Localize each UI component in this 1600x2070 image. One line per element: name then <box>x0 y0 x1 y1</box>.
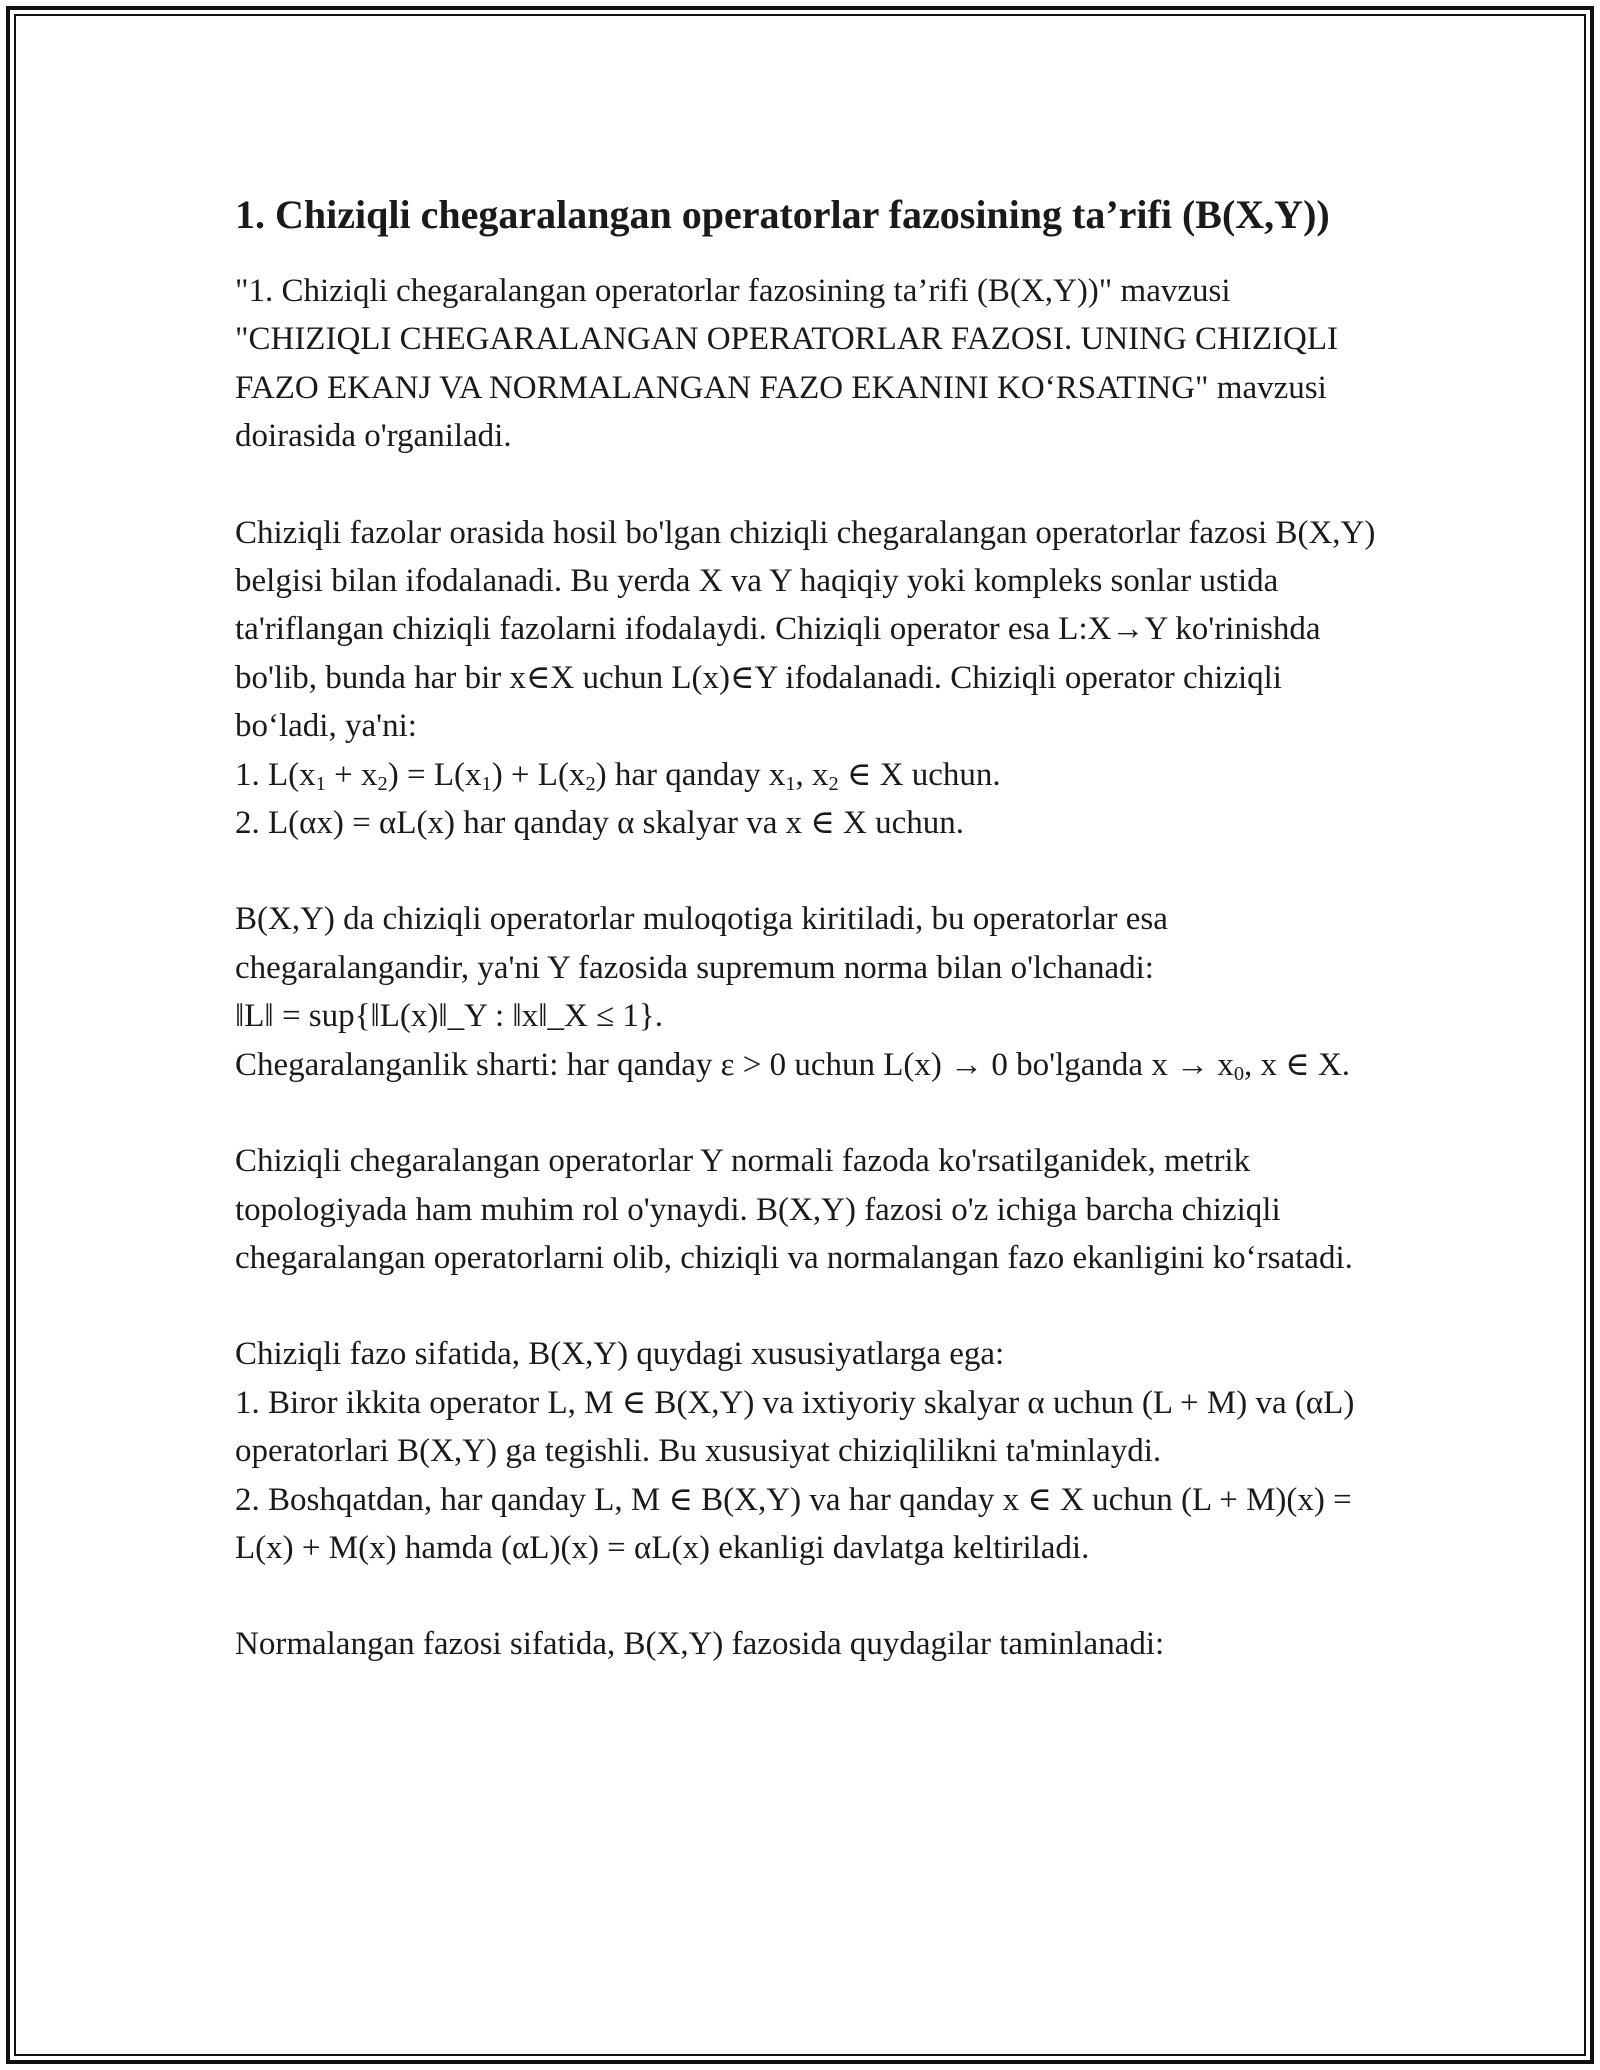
linear-space-item-1: 1. Biror ikkita operator L, M ∈ B(X,Y) va ixtiyoriy skalyar α uchun (L + M) va (αL) operatorlari B(X,Y) ga tegishli. Bu xususiyat chiziqlilikni ta'minlaydi. <box>235 1384 1355 1470</box>
linear-space-intro: Chiziqli fazo sifatida, B(X,Y) quydagi xususiyatlarga ega: <box>235 1336 1005 1373</box>
norm-paragraph <box>235 895 1385 1089</box>
linear-space-item-2: 2. Boshqatdan, har qanday L, M ∈ B(X,Y) va har qanday x ∈ X uchun (L + M)(x) = L(x) + M(x) hamda (αL)(x) = αL(x) ekanligi davlatga keltiriladi. <box>235 1481 1352 1566</box>
topology-paragraph: Chiziqli chegaralangan operatorlar Y normali fazoda ko'rsatilganidek, metrik topologiyada ham muhim rol o'ynaydi. B(X,Y) fazosi o'z ichiga barcha chiziqli chegaralangan operatorlarni olib, chiziqli va normalangan fazo ekanligini ko‘rsatadi. <box>235 1143 1353 1276</box>
intro-paragraph: "1. Chiziqli chegaralangan operatorlar fazosining ta’rifi (B(X,Y))" mavzusi "CHIZIQLI CHEGARALANGAN OPERATORLAR FAZOSI. UNING CHIZIQLI FAZO EKANJ VA NORMALANGAN FAZO EKANINI KO‘RSATING" mavzusi doirasida o'rganiladi. <box>235 273 1339 455</box>
linear-space-paragraph <box>235 1330 1385 1572</box>
linearity-property-homogeneity: 2. L(αx) = αL(x) har qanday α skalyar va x ∈ X uchun. <box>235 805 965 842</box>
norm-formula: ‖L‖ = sup{‖L(x)‖_Y : ‖x‖_X ≤ 1}. <box>235 998 663 1035</box>
linearity-property-additivity: 1. $L(x_1 + x_2) = L(x_1) + L(x_2)$ har qanday $x_1$, $x_2$ ∈ X uchun. <box>235 756 1001 795</box>
boundedness-condition: Chegaralanganlik sharti: har qanday ε > 0 uchun L(x) → 0 bo'lganda $x \to x_0$, x ∈ X. <box>235 1046 1351 1085</box>
norm-text: B(X,Y) da chiziqli operatorlar muloqotiga kiritiladi, bu operatorlar esa chegaralangandir, ya'ni Y fazosida supremum norma bilan o'lchanadi: <box>235 901 1168 986</box>
document-body <box>235 185 1385 1717</box>
normed-space-paragraph: Normalangan fazosi sifatida, B(X,Y) fazosida quydagilar taminlanadi: <box>235 1626 1165 1663</box>
section-title: 1. Chiziqli chegaralangan operatorlar fazosining ta’rifi (B(X,Y)) <box>235 192 1330 237</box>
definition-text: Chiziqli fazolar orasida hosil bo'lgan chiziqli chegaralangan operatorlar fazosi B(X,Y) belgisi bilan ifodalanadi. Bu yerda X va Y haqiqiy yoki kompleks sonlar ustida ta'riflangan chiziqli fazolarni ifodalaydi. Chiziqli operator esa L:X→Y ko'rinishda bo'lib, bunda har bir x∈X uchun L(x)∈Y ifodalanadi. Chiziqli operator chiziqli bo‘ladi, ya'ni: <box>235 514 1376 745</box>
definition-paragraph <box>235 509 1385 848</box>
